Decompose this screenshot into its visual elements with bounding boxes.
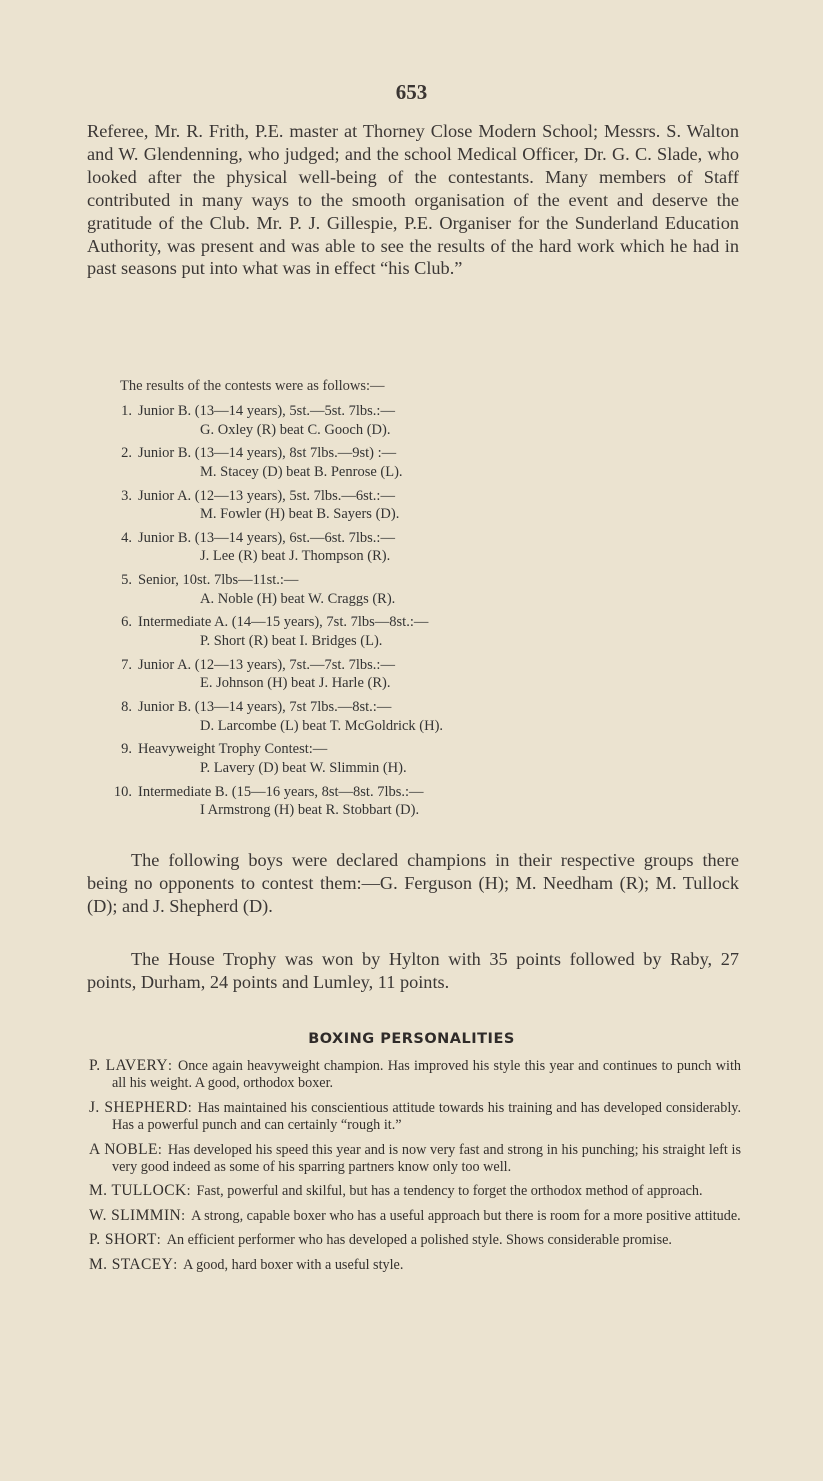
result-bout: D. Larcombe (L) beat T. McGoldrick (H). bbox=[200, 717, 444, 734]
personality-text: Fast, powerful and skilful, but has a tendency to forget the orthodox method of approach. bbox=[196, 1183, 703, 1200]
result-bout: I Armstrong (H) beat R. Stobbart (D). bbox=[200, 802, 420, 819]
house-trophy-paragraph: The House Trophy was won by Hylton with 35 points followed by Raby, 27 points, Durham, 24 points and Lumley, 11 points. bbox=[87, 949, 739, 992]
result-number: 4. bbox=[121, 529, 132, 546]
personality-entry: W. SLIMMIN: A strong, capable boxer who has a useful approach but there is room for a more positive attitude. bbox=[89, 1206, 741, 1224]
result-bout: P. Short (R) beat I. Bridges (L). bbox=[200, 632, 383, 649]
result-bout: G. Oxley (R) beat C. Gooch (D). bbox=[200, 421, 391, 438]
result-item bbox=[100, 529, 740, 571]
result-number: 10. bbox=[113, 783, 132, 800]
result-item bbox=[100, 698, 740, 740]
result-category: Junior B. (13—14 years), 5st.—5st. 7lbs.:— bbox=[138, 403, 395, 419]
result-category: Junior B. (13—14 years), 7st 7lbs.—8st.:— bbox=[138, 699, 392, 716]
result-bout: J. Lee (R) beat J. Thompson (R). bbox=[200, 548, 391, 565]
result-number: 2. bbox=[121, 445, 132, 462]
personality-name: A NOBLE bbox=[89, 1140, 158, 1158]
personality-name: J. SHEPHERD bbox=[89, 1098, 188, 1116]
personality-name: W. SLIMMIN bbox=[89, 1206, 182, 1224]
personality-text: Once again heavyweight champion. Has improved his style this year and continues to punch with all his weight. A good, orthodox boxer. bbox=[112, 1058, 741, 1092]
result-number: 1. bbox=[121, 403, 132, 419]
result-category: Junior A. (12—13 years), 7st.—7st. 7lbs.:— bbox=[138, 656, 395, 673]
personalities-list bbox=[89, 1057, 741, 1280]
intro-paragraph: Referee, Mr. R. Frith, P.E. master at Thorney Close Modern School; Messrs. S. Walton and W. Glendenning, who judged; and the school Medical Officer, Dr. G. C. Slade, who looked after the physical well-being of the contestants. Many members of Staff contributed in many ways to the smooth organisation of the event and deserve the gratitude of the Club. Mr. P. J. Gillespie, P.E. Organiser for the Sunderland Education Authority, was present and was able to see the results of the hard work which he had in past seasons put into what was in effect “his Club.” bbox=[87, 121, 739, 279]
personality-entry: M. STACEY: A good, hard boxer with a useful style. bbox=[89, 1255, 404, 1273]
result-number: 5. bbox=[121, 572, 132, 589]
result-item bbox=[100, 783, 740, 825]
personality-text: Has maintained his conscientious attitude towards his training and has developed considerably. Has a powerful punch and can certainly “rough it.” bbox=[112, 1099, 741, 1134]
personality-name: M. STACEY bbox=[89, 1255, 174, 1273]
champions-paragraph: The following boys were declared champions in their respective groups there being no opponents to contest them:—G. Ferguson (H); M. Needham (R); M. Tullock (D); and J. Shepherd (D). bbox=[87, 850, 739, 916]
results-list bbox=[100, 402, 740, 825]
result-item bbox=[100, 571, 740, 613]
result-bout: M. Stacey (D) beat B. Penrose (L). bbox=[200, 463, 403, 480]
result-category: Intermediate B. (15—16 years, 8st—8st. 7lbs.:— bbox=[138, 783, 424, 800]
result-category: Intermediate A. (14—15 years), 7st. 7lbs—8st.:— bbox=[138, 614, 429, 631]
result-category: Junior B. (13—14 years), 6st.—6st. 7lbs.:— bbox=[138, 529, 395, 546]
page-number: 653 bbox=[395, 80, 428, 104]
boxing-personalities-heading: BOXING PERSONALITIES bbox=[308, 1031, 515, 1047]
personality-text: An efficient performer who has developed a polished style. Shows considerable promise. bbox=[166, 1232, 672, 1249]
result-category: Junior B. (13—14 years), 8st 7lbs.—9st) :— bbox=[138, 445, 397, 462]
result-item bbox=[100, 740, 740, 782]
result-bout: A. Noble (H) beat W. Craggs (R). bbox=[200, 590, 396, 607]
personality-name: P. LAVERY bbox=[89, 1057, 168, 1074]
result-number: 9. bbox=[121, 741, 132, 758]
result-category: Junior A. (12—13 years), 5st. 7lbs.—6st.:— bbox=[138, 487, 395, 504]
result-item bbox=[100, 402, 740, 444]
personality-text: A good, hard boxer with a useful style. bbox=[183, 1256, 404, 1273]
personality-entry: P. SHORT: An efficient performer who has developed a polished style. Shows considerable promise. bbox=[89, 1231, 672, 1249]
result-number: 6. bbox=[121, 614, 132, 631]
personality-entry: J. SHEPHERD: Has maintained his conscientious attitude towards his training and has developed considerably. Has a powerful punch and can certainly “rough it.” bbox=[89, 1098, 741, 1134]
result-bout: M. Fowler (H) beat B. Sayers (D). bbox=[200, 506, 400, 523]
personality-entry: P. LAVERY: Once again heavyweight champion. Has improved his style this year and continues to punch with all his weight. A good, orthodox boxer. bbox=[89, 1057, 741, 1092]
result-category: Senior, 10st. 7lbs—11st.:— bbox=[138, 572, 299, 589]
personality-text: A strong, capable boxer who has a useful approach but there is room for a more positive attitude. bbox=[191, 1207, 741, 1224]
result-number: 8. bbox=[121, 699, 132, 716]
personality-entry: A NOBLE: Has developed his speed this year and is now very fast and strong in his punching; his straight left is very good indeed as some of his sparring partners know only too well. bbox=[89, 1140, 741, 1176]
result-item bbox=[100, 613, 740, 655]
personality-name: M. TULLOCK bbox=[89, 1182, 187, 1200]
result-item bbox=[100, 487, 740, 529]
result-bout: P. Lavery (D) beat W. Slimmin (H). bbox=[200, 759, 407, 776]
personality-text: Has developed his speed this year and is now very fast and strong in his punching; his straight left is very good indeed as some of his sparring partners know only too well. bbox=[112, 1141, 741, 1176]
result-bout: E. Johnson (H) beat J. Harle (R). bbox=[200, 675, 391, 692]
results-intro: The results of the contests were as follows:— bbox=[120, 378, 385, 394]
result-category: Heavyweight Trophy Contest:— bbox=[138, 741, 328, 758]
result-number: 7. bbox=[121, 656, 132, 673]
result-number: 3. bbox=[121, 487, 132, 504]
result-item bbox=[100, 444, 740, 486]
personality-entry: M. TULLOCK: Fast, powerful and skilful, but has a tendency to forget the orthodox method of approach. bbox=[89, 1182, 703, 1200]
personality-name: P. SHORT bbox=[89, 1231, 157, 1249]
result-item bbox=[100, 656, 740, 698]
